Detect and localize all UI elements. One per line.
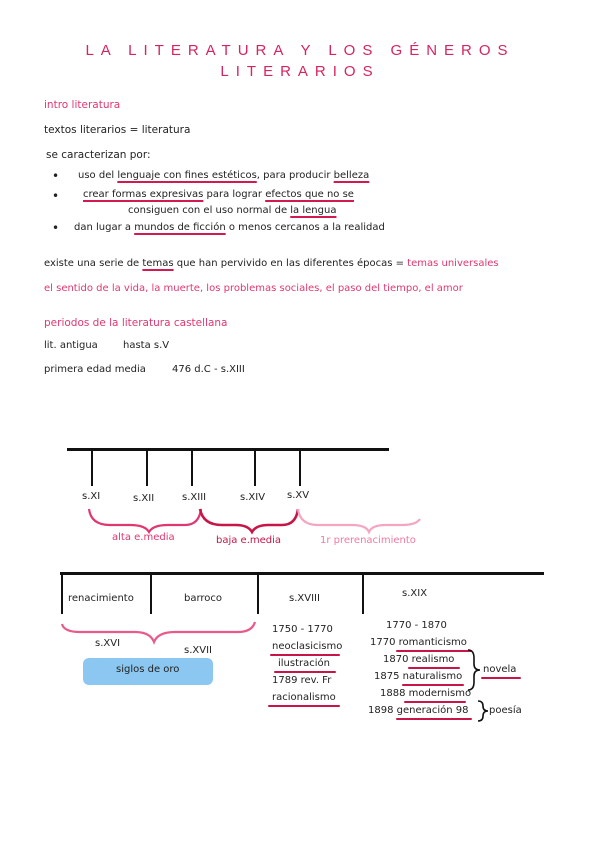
- timeline-1-tick: [146, 449, 148, 486]
- underline: [404, 701, 466, 703]
- underline: [402, 684, 464, 686]
- genre-poesia: poesía: [489, 705, 522, 716]
- bullet-2-hl-formas: crear formas expresivas: [83, 189, 204, 200]
- xix-realismo: 1870 realismo: [383, 654, 455, 665]
- temas-post: que han pervivido en las diferentes épocas =: [173, 258, 408, 269]
- xviii-neoclasicismo: neoclasicismo: [272, 641, 343, 652]
- xix-generacion-98: 1898 generación 98: [368, 705, 469, 716]
- bullet-2: [83, 189, 354, 200]
- bullet-1-hl-belleza: belleza: [333, 170, 370, 181]
- temas-hl: temas: [142, 258, 174, 269]
- xviii-rev-fr: 1789 rev. Fr: [272, 675, 332, 686]
- title-line-2: LITERARIOS: [220, 63, 380, 80]
- bullet-dot: •: [52, 169, 60, 183]
- bullet-dot: •: [52, 221, 60, 235]
- siglos-de-oro-label: siglos de oro: [116, 664, 180, 675]
- timeline-1-label-xiv: s.XIV: [240, 492, 266, 503]
- bullet-2-hl-efectos: efectos que no se: [265, 189, 354, 200]
- period-renacimiento: renacimiento: [68, 593, 134, 604]
- bullet-dot: •: [52, 189, 60, 203]
- xviii-ilustracion: ilustración: [278, 658, 330, 669]
- underline: [270, 654, 340, 656]
- period-xix: s.XIX: [402, 588, 428, 599]
- timeline-1-braces: [0, 505, 600, 535]
- periodos-heading: periodos de la literatura castellana: [44, 317, 228, 329]
- timeline-1-tick: [299, 449, 301, 486]
- underline: [408, 667, 460, 669]
- renac-sub-xvii: s.XVII: [184, 645, 212, 656]
- timeline-1-tick: [91, 449, 93, 486]
- xix-dates: 1770 - 1870: [386, 620, 447, 631]
- brace-label-baja: baja e.media: [216, 535, 282, 546]
- intro-definition: textos literarios = literatura: [44, 124, 191, 136]
- periodo-row-2-b: 476 d.C - s.XIII: [172, 364, 245, 375]
- underline: [268, 705, 340, 707]
- timeline-2-tick: [362, 572, 364, 614]
- bullet-1-hl-lenguaje: lenguaje con fines estéticos: [117, 170, 257, 181]
- timeline-1-label-xi: s.XI: [82, 491, 101, 502]
- xviii-dates: 1750 - 1770: [272, 624, 333, 635]
- timeline-1-label-xv: s.XV: [287, 490, 310, 501]
- underline: [274, 671, 336, 673]
- timeline-2-tick: [150, 572, 152, 614]
- brace-label-prerenac: 1r prerenacimiento: [320, 535, 416, 546]
- page-title: [0, 40, 600, 82]
- timeline-2-tick: [257, 572, 259, 614]
- genre-novela: novela: [483, 664, 517, 675]
- periodo-row-1-a: lit. antigua: [44, 340, 98, 351]
- timeline-2-tick: [61, 572, 63, 614]
- periodo-row-1-b: hasta s.V: [123, 340, 170, 351]
- temas-universales: temas universales: [407, 258, 499, 269]
- xix-naturalismo: 1875 naturalismo: [374, 671, 463, 682]
- timeline-1-label-xiii: s.XIII: [182, 492, 207, 503]
- renac-sub-xvi: s.XVI: [95, 638, 121, 649]
- timeline-1-axis: [67, 448, 389, 451]
- renacimiento-barroco-brace: [0, 618, 300, 648]
- temas-pre: existe una serie de: [44, 258, 143, 269]
- brace-label-alta: alta e.media: [112, 532, 175, 543]
- periodo-row-2-a: primera edad media: [44, 364, 146, 375]
- bullet-1-mid: , para producir: [256, 170, 334, 181]
- period-xviii: s.XVIII: [289, 593, 320, 604]
- title-line-1: LA LITERATURA Y LOS GÉNEROS: [85, 42, 515, 59]
- brace-alta-edad-media: [89, 509, 201, 532]
- underline: [396, 650, 472, 652]
- bullet-2-line-2: [128, 205, 336, 216]
- underline: [481, 677, 521, 679]
- xix-modernismo: 1888 modernismo: [380, 688, 472, 699]
- bullet-3-pre: dan lugar a: [74, 222, 135, 233]
- timeline-2-axis: [60, 572, 544, 575]
- intro-heading: intro literatura: [44, 99, 121, 111]
- bullet-1: [78, 170, 369, 181]
- bullet-2-hl-lengua: la lengua: [290, 205, 337, 216]
- timeline-1-label-xii: s.XII: [133, 493, 155, 504]
- bullet-3-post: o menos cercanos a la realidad: [225, 222, 385, 233]
- timeline-1-tick: [191, 449, 193, 486]
- bullet-3-hl-mundos: mundos de ficción: [134, 222, 226, 233]
- bullet-3: [74, 222, 385, 233]
- intro-caracterizan: se caracterizan por:: [46, 149, 151, 161]
- period-barroco: barroco: [184, 593, 223, 604]
- underline: [396, 718, 472, 720]
- temas-list: el sentido de la vida, la muerte, los problemas sociales, el paso del tiempo, el amor: [44, 283, 463, 294]
- temas-line: [44, 258, 499, 269]
- bullet-2-line2-a: consiguen con el uso normal de: [128, 205, 291, 216]
- xix-romanticismo: 1770 romanticismo: [370, 637, 467, 648]
- bullet-2-mid: para lograr: [203, 189, 266, 200]
- xviii-racionalismo: racionalismo: [272, 692, 336, 703]
- brace-baja-edad-media: [200, 509, 298, 532]
- timeline-1-tick: [254, 449, 256, 486]
- brace-prerenacimiento: [298, 509, 420, 532]
- bullet-1-pre: uso del: [78, 170, 118, 181]
